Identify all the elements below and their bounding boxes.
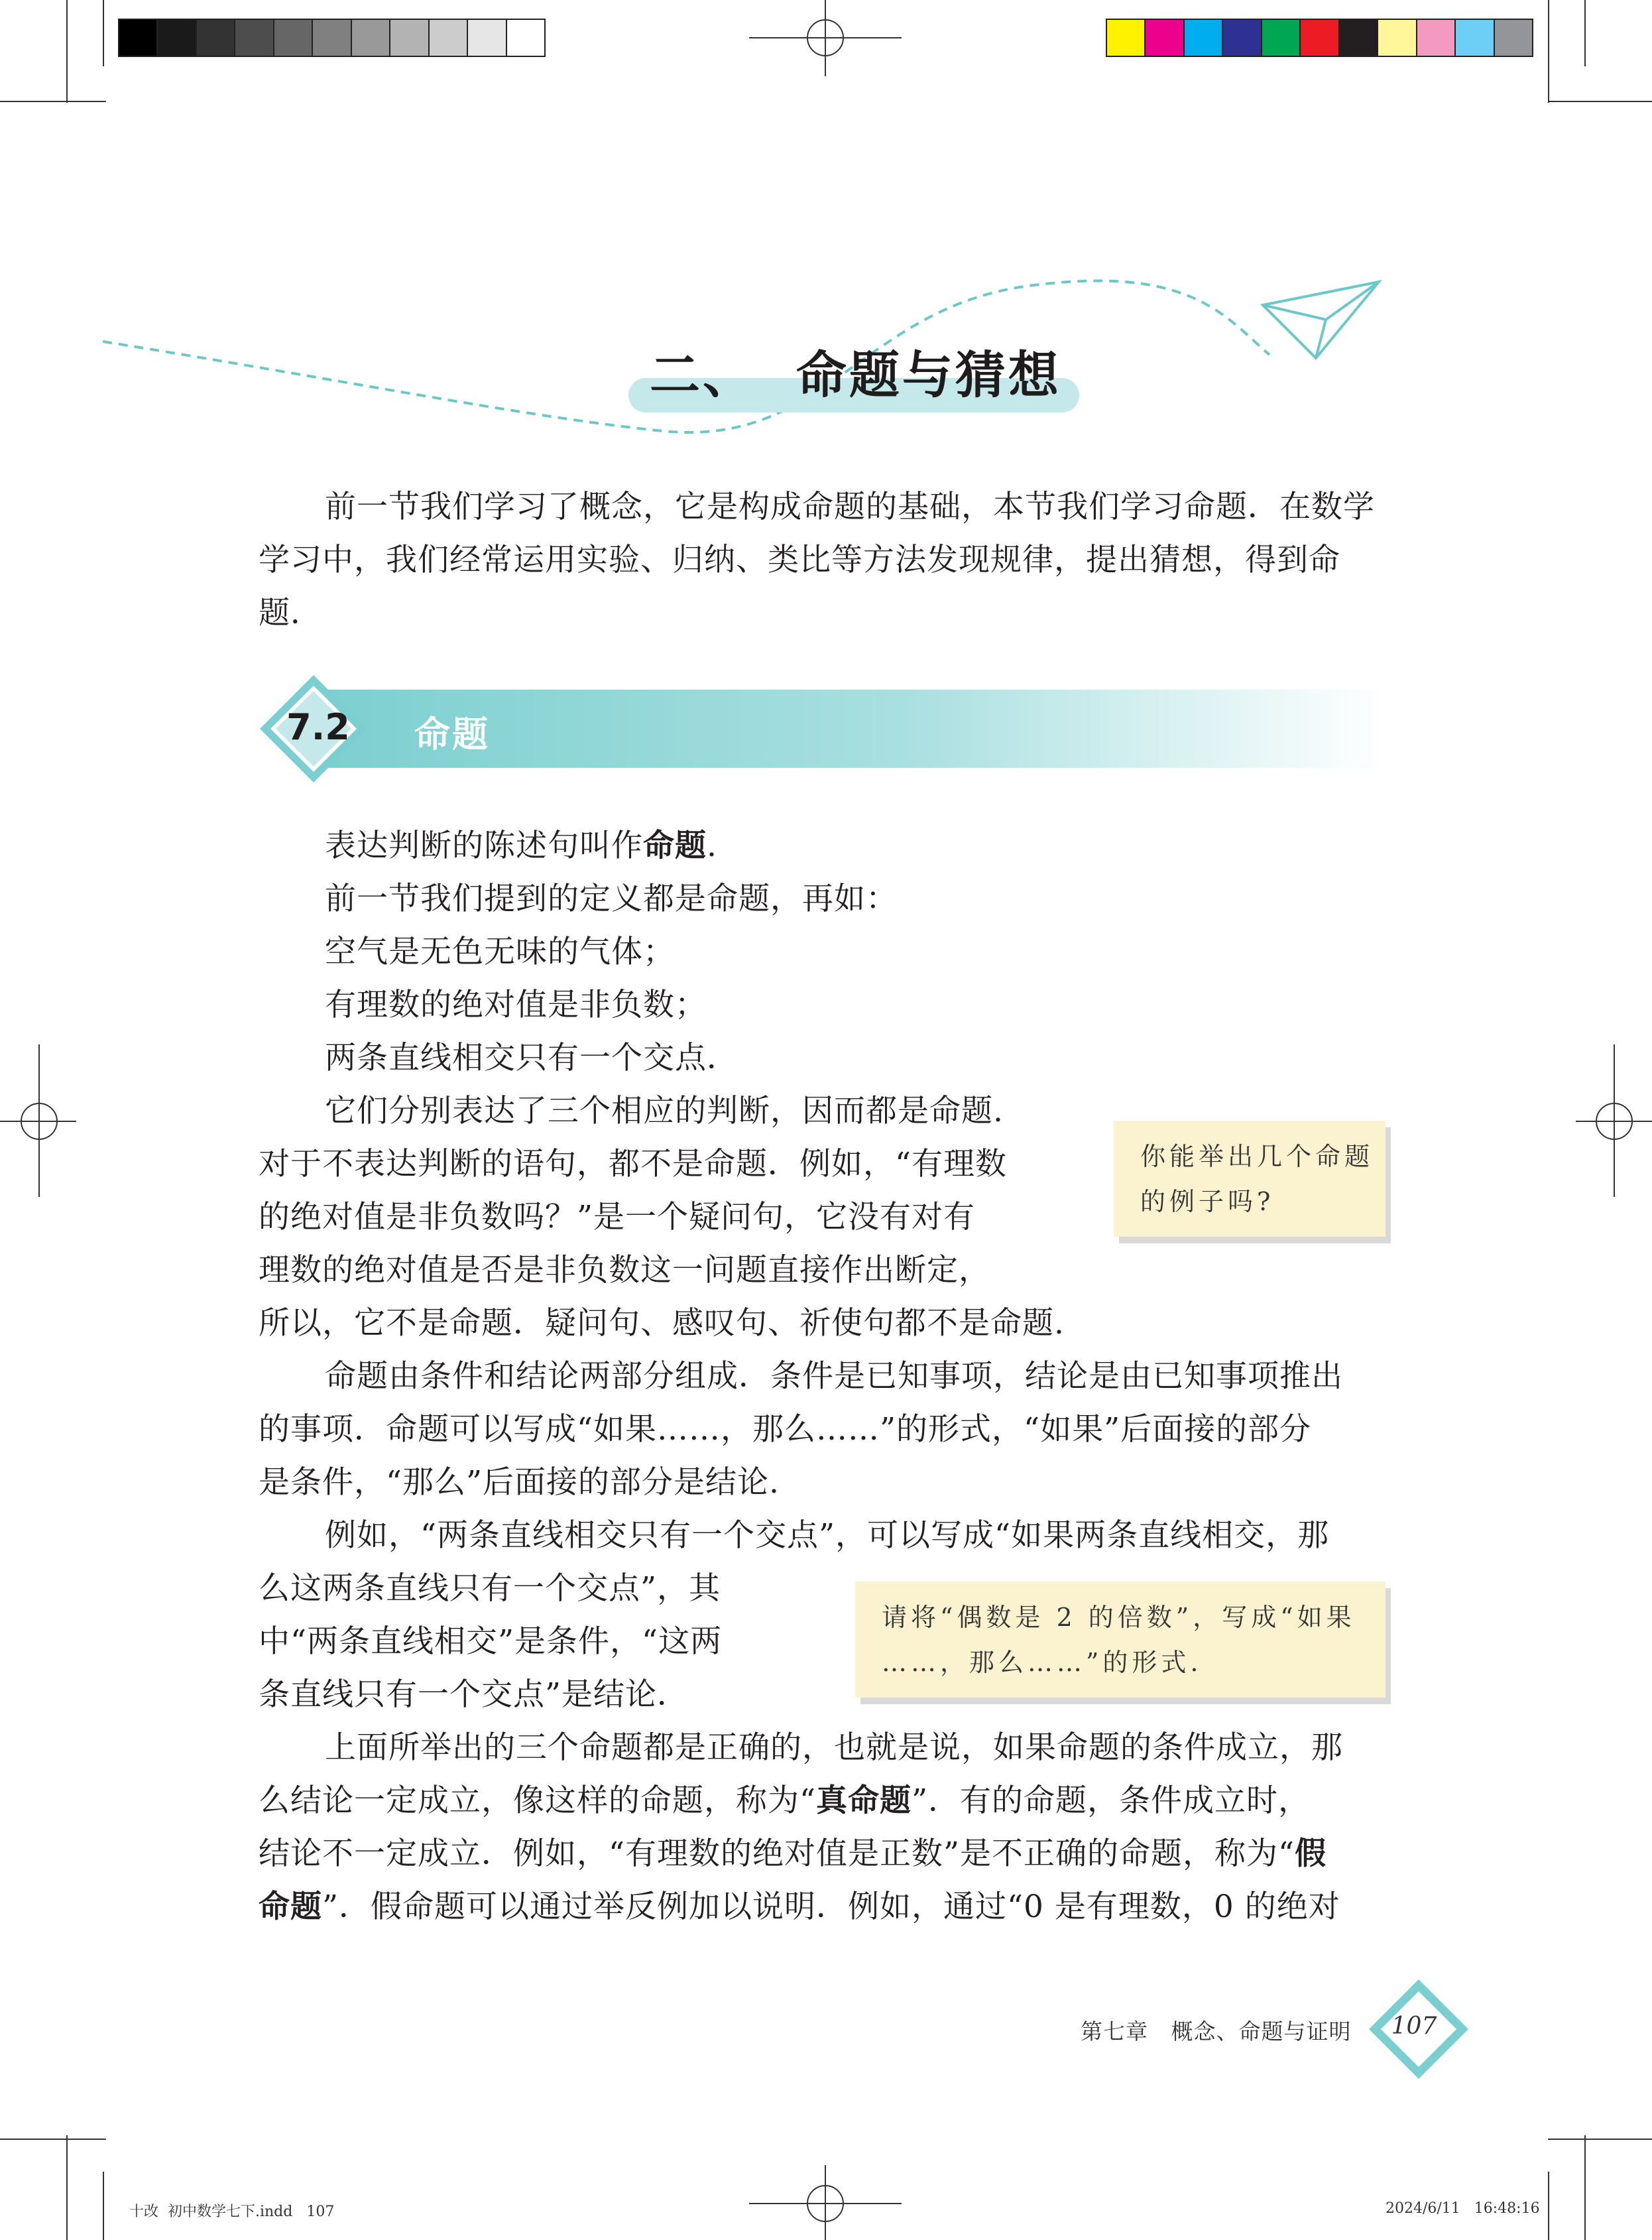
gray-swatch-6 [352,20,390,56]
body-line-2: 前一节我们提到的定义都是命题，再如： [325,881,898,917]
page-title: 二、 命题与猜想 [650,345,1061,404]
gray-swatch-3 [235,20,274,56]
body-line-19 [259,1776,1310,1820]
footer-chapter-title: 第七章 概念、命题与证明 [1081,2019,1352,2044]
section-number: 7.2 [286,706,350,748]
color-swatch-1 [1146,20,1184,56]
body-line-15: 么这两条直线只有一个交点”，其 [259,1570,721,1607]
body-line-6: 它们分别表达了三个相应的判断，因而都是命题. [325,1093,1004,1129]
body-line-11: 命题由条件和结论两部分组成．条件是已知事项，结论是由已知事项推出 [325,1358,1343,1395]
body-line-7: 对于不表达判断的语句，都不是命题．例如，“有理数 [259,1146,1008,1182]
color-swatch-5 [1301,20,1339,56]
body-line-13: 是条件，“那么”后面接的部分是结论. [259,1464,780,1501]
body-line-3: 空气是无色无味的气体； [325,934,675,970]
side-note-2-line-2: ……，那么……”的形式. [882,1648,1203,1677]
body-line-21 [259,1882,1340,1926]
body-line-16: 中“两条直线相交”是条件，“这两 [259,1623,723,1660]
side-note-1-line-1: 你能举出几个命题 [1140,1142,1374,1171]
false-proposition-term-part2: 命题 [259,1889,322,1925]
color-swatch-4 [1262,20,1301,56]
body-line-12: 的事项．命题可以写成“如果……，那么……”的形式，“如果”后面接的部分 [259,1411,1312,1448]
color-swatch-10 [1495,20,1532,56]
false-proposition-text: 结论不一定成立．例如，“有理数的绝对值是正数”是不正确的命题，称为“ [259,1836,1295,1872]
color-swatch-9 [1456,20,1494,56]
counterexample-text: ”．假命题可以通过举反例加以说明．例如，通过“0 是有理数，0 的绝对 [322,1889,1340,1925]
side-note-2-line-1: 请将“偶数是 2 的倍数”，写成“如果 [882,1603,1356,1632]
paper-plane-icon [1260,279,1386,365]
body-line-4: 有理数的绝对值是非负数； [325,987,707,1023]
body-line-18: 上面所举出的三个命题都是正确的，也就是说，如果命题的条件成立，那 [325,1729,1343,1766]
grayscale-bar [118,19,546,57]
body-line-14: 例如，“两条直线相交只有一个交点”，可以写成“如果两条直线相交，那 [325,1517,1330,1554]
gray-swatch-5 [313,20,351,56]
true-proposition-term: 真命题 [816,1782,912,1819]
definition-text: 表达判断的陈述句叫作 [325,828,643,864]
definition-line [325,821,717,865]
body-line-8: 的绝对值是非负数吗？”是一个疑问句，它没有对有 [259,1199,976,1235]
gray-swatch-8 [430,20,468,56]
gray-swatch-2 [197,20,235,56]
body-line-20 [259,1829,1327,1873]
gray-swatch-7 [390,20,429,56]
true-proposition-text: 么结论一定成立，像这样的命题，称为“ [259,1782,817,1819]
true-proposition-end: ”．有的命题，条件成立时， [912,1782,1311,1819]
gray-swatch-0 [119,20,158,56]
side-note-1 [1114,1121,1386,1237]
intro-paragraph: 前一节我们学习了概念，它是构成命题的基础，本节我们学习命题．在数学学习中，我们经常运用实验、归纳、类比等方法发现规律，提出猜想，得到命题． [259,489,1375,631]
color-swatch-0 [1107,20,1146,56]
page-number: 107 [1391,2013,1437,2040]
section-title: 命题 [414,714,490,755]
color-bar [1106,19,1533,57]
color-swatch-6 [1340,20,1378,56]
body-line-17: 条直线只有一个交点”是结论． [259,1676,689,1713]
gray-swatch-9 [468,20,506,56]
color-swatch-8 [1417,20,1456,56]
body-line-9: 理数的绝对值是否是非负数这一问题直接作出断定， [259,1252,990,1288]
body-line-5: 两条直线相交只有一个交点． [325,1040,738,1076]
gray-swatch-10 [507,20,544,56]
gray-swatch-4 [274,20,313,56]
false-proposition-term-part1: 假 [1295,1836,1327,1872]
color-swatch-3 [1223,20,1262,56]
print-slug-timestamp: 2024/6/11 16:48:16 [1386,2200,1540,2217]
print-slug-filename: 十改 初中数学七下.indd 107 [129,2204,335,2220]
color-swatch-7 [1378,20,1417,56]
color-swatch-2 [1185,20,1223,56]
side-note-2 [855,1582,1386,1698]
definition-end: . [707,828,717,864]
side-note-1-line-2: 的例子吗? [1140,1187,1275,1216]
body-line-10: 所以，它不是命题．疑问句、感叹句、祈使句都不是命题. [259,1305,1065,1341]
definition-term: 命题 [643,828,707,864]
gray-swatch-1 [158,20,196,56]
